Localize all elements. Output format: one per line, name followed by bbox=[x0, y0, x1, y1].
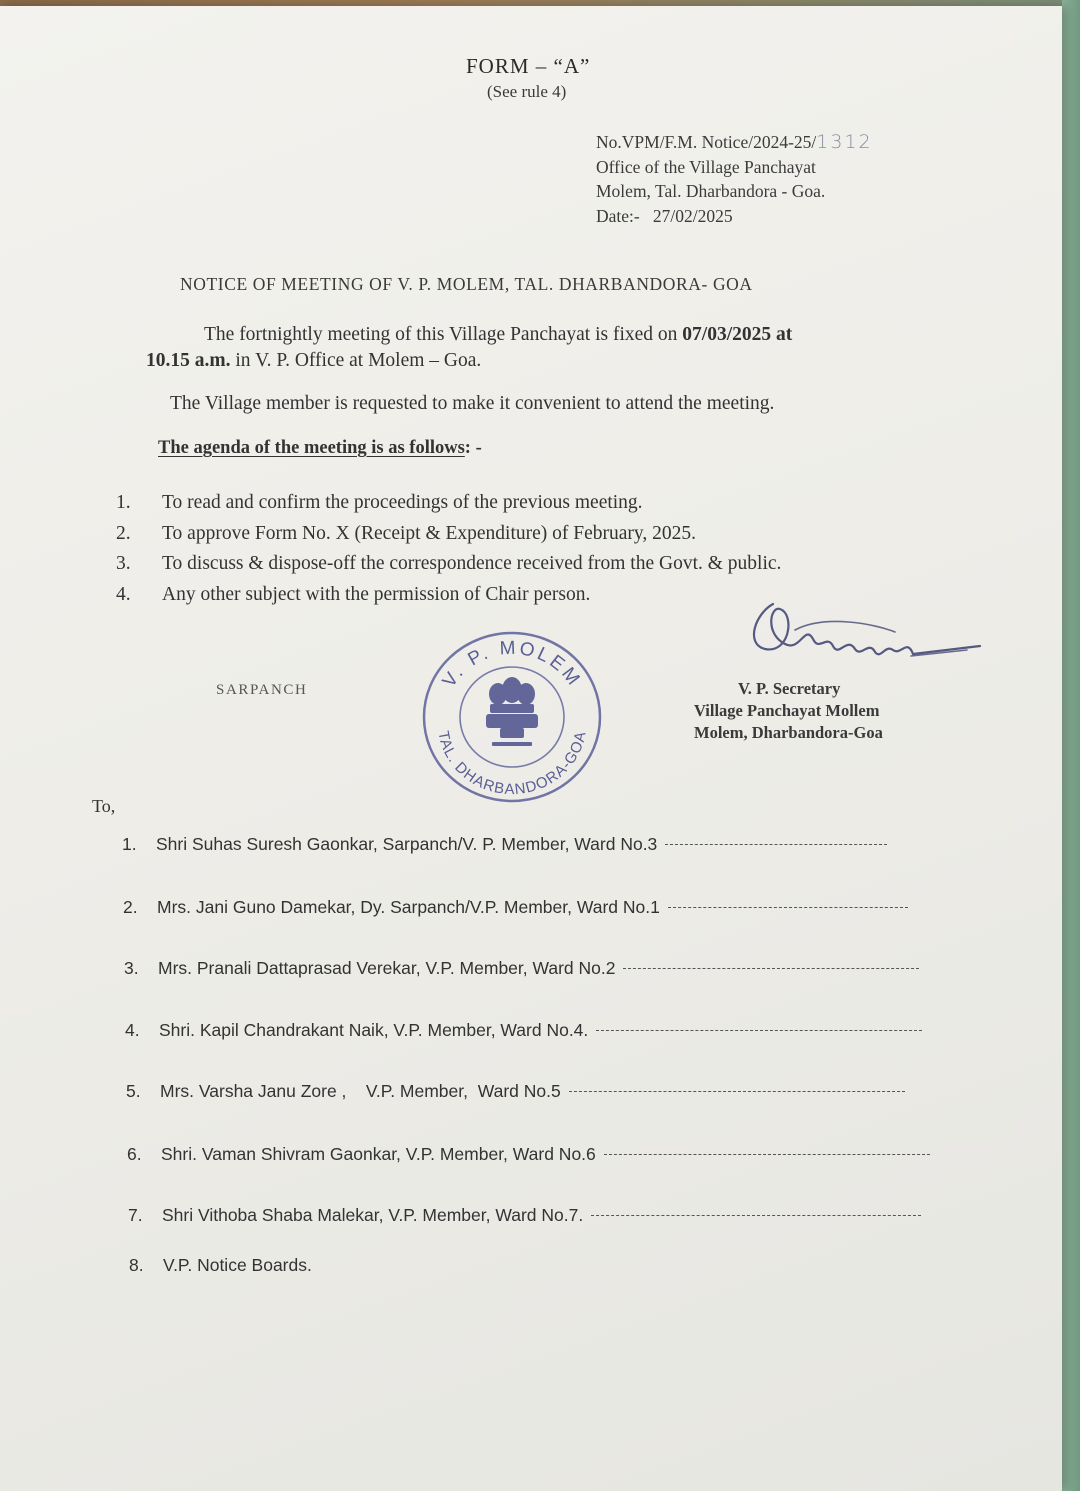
secretary-place: Molem, Dharbandora-Goa bbox=[694, 723, 883, 742]
agenda-item-number: 2. bbox=[116, 522, 131, 544]
list-item bbox=[128, 1205, 921, 1226]
signature-line bbox=[596, 1030, 922, 1031]
form-title: FORM – “A” bbox=[466, 54, 591, 78]
panchayat-seal bbox=[418, 628, 606, 806]
recipient-number: 7. bbox=[128, 1205, 143, 1225]
list-item bbox=[127, 1144, 930, 1165]
sarpanch-label: SARPANCH bbox=[216, 682, 308, 698]
secretary-office: Village Panchayat Mollem bbox=[694, 701, 880, 720]
recipient-name: Mrs. Jani Guno Damekar, Dy. Sarpanch/V.P. Member, Ward No.1 bbox=[157, 897, 660, 917]
agenda-heading bbox=[158, 438, 482, 459]
signature-line bbox=[591, 1215, 921, 1216]
recipient-number: 5. bbox=[126, 1081, 141, 1101]
form-subtitle: (See rule 4) bbox=[487, 82, 567, 101]
secretary-title: V. P. Secretary bbox=[738, 679, 841, 698]
signature-line bbox=[623, 968, 919, 969]
agenda-item-text: To approve Form No. X (Receipt & Expenditure) of February, 2025. bbox=[162, 522, 697, 544]
office-line-1: Office of the Village Panchayat bbox=[596, 156, 816, 177]
recipient-name: Mrs. Pranali Dattaprasad Verekar, V.P. Member, Ward No.2 bbox=[158, 958, 616, 978]
office-line-2: Molem, Tal. Dharbandora - Goa. bbox=[596, 181, 826, 201]
document-page bbox=[0, 6, 1062, 1491]
recipient-number: 1. bbox=[122, 834, 137, 854]
signature-line bbox=[569, 1091, 905, 1092]
agenda-item bbox=[116, 488, 781, 519]
date-line bbox=[596, 204, 873, 229]
reference-block bbox=[596, 130, 873, 228]
seal-text-top: V. P. MOLEM bbox=[438, 637, 586, 692]
meeting-paragraph-line-2 bbox=[146, 348, 792, 374]
recipient-number: 2. bbox=[123, 897, 138, 917]
background-side-strip bbox=[1062, 0, 1080, 1491]
recipient-number: 6. bbox=[127, 1144, 142, 1164]
national-emblem-icon bbox=[486, 677, 538, 746]
agenda-item-number: 4. bbox=[116, 583, 131, 605]
agenda-item bbox=[116, 519, 781, 550]
recipient-name: Shri. Kapil Chandrakant Naik, V.P. Member, Ward No.4. bbox=[159, 1020, 589, 1040]
reference-number-handwritten: 1312 bbox=[816, 131, 873, 153]
signature-line bbox=[665, 844, 887, 845]
attendance-request: The Village member is requested to make it convenient to attend the meeting. bbox=[170, 393, 775, 414]
meeting-time: 10.15 a.m. bbox=[146, 350, 231, 371]
recipient-name: Shri Vithoba Shaba Malekar, V.P. Member, Ward No.7. bbox=[162, 1205, 584, 1225]
agenda-heading-text: The agenda of the meeting is as follows bbox=[158, 438, 465, 458]
agenda-item-text: Any other subject with the permission of Chair person. bbox=[162, 583, 591, 605]
list-item bbox=[126, 1081, 905, 1102]
date-label: Date:- bbox=[596, 205, 640, 226]
to-label: To, bbox=[92, 796, 116, 816]
meeting-text: The fortnightly meeting of this Village Panchayat is fixed on bbox=[204, 324, 678, 345]
list-item bbox=[122, 834, 887, 855]
recipient-number: 4. bbox=[125, 1020, 140, 1040]
secretary-block bbox=[694, 678, 883, 744]
meeting-place: in V. P. Office at Molem – Goa. bbox=[235, 350, 482, 371]
notice-heading: NOTICE OF MEETING OF V. P. MOLEM, TAL. DHARBANDORA- GOA bbox=[180, 274, 753, 294]
agenda-item-text: To discuss & dispose-off the correspondence received from the Govt. & public. bbox=[162, 553, 782, 574]
list-item bbox=[125, 1020, 922, 1041]
list-item bbox=[124, 958, 919, 979]
recipient-name: Shri. Vaman Shivram Gaonkar, V.P. Member, Ward No.6 bbox=[161, 1144, 596, 1164]
reference-number-prefix: No.VPM/F.M. Notice/2024-25/ bbox=[596, 132, 817, 152]
recipient-name: Shri Suhas Suresh Gaonkar, Sarpanch/V. P. Member, Ward No.3 bbox=[156, 834, 658, 854]
meeting-paragraph-line-1 bbox=[146, 322, 792, 348]
date-value: 27/02/2025 bbox=[652, 205, 733, 226]
meeting-paragraph bbox=[146, 322, 792, 374]
seal-text-bottom: TAL. DHARBANDORA-GOA bbox=[434, 729, 590, 799]
recipient-number: 3. bbox=[124, 958, 139, 978]
agenda-heading-suffix: : - bbox=[464, 438, 482, 458]
agenda-item-number: 3. bbox=[116, 553, 131, 574]
list-item bbox=[123, 897, 908, 918]
signature-line bbox=[668, 907, 908, 908]
reference-number bbox=[596, 130, 873, 155]
recipient-name: Mrs. Varsha Janu Zore , V.P. Member, Ward No.5 bbox=[160, 1081, 561, 1101]
recipient-number: 8. bbox=[129, 1255, 144, 1275]
agenda-item-number: 1. bbox=[116, 492, 131, 513]
list-item bbox=[129, 1255, 312, 1276]
agenda-item bbox=[116, 580, 781, 611]
agenda-list bbox=[116, 488, 781, 610]
agenda-item-text: To read and confirm the proceedings of the previous meeting. bbox=[162, 492, 643, 513]
agenda-item bbox=[116, 549, 781, 580]
recipient-name: V.P. Notice Boards. bbox=[163, 1255, 312, 1275]
meeting-date: 07/03/2025 at bbox=[682, 324, 793, 345]
signature-line bbox=[604, 1154, 930, 1155]
